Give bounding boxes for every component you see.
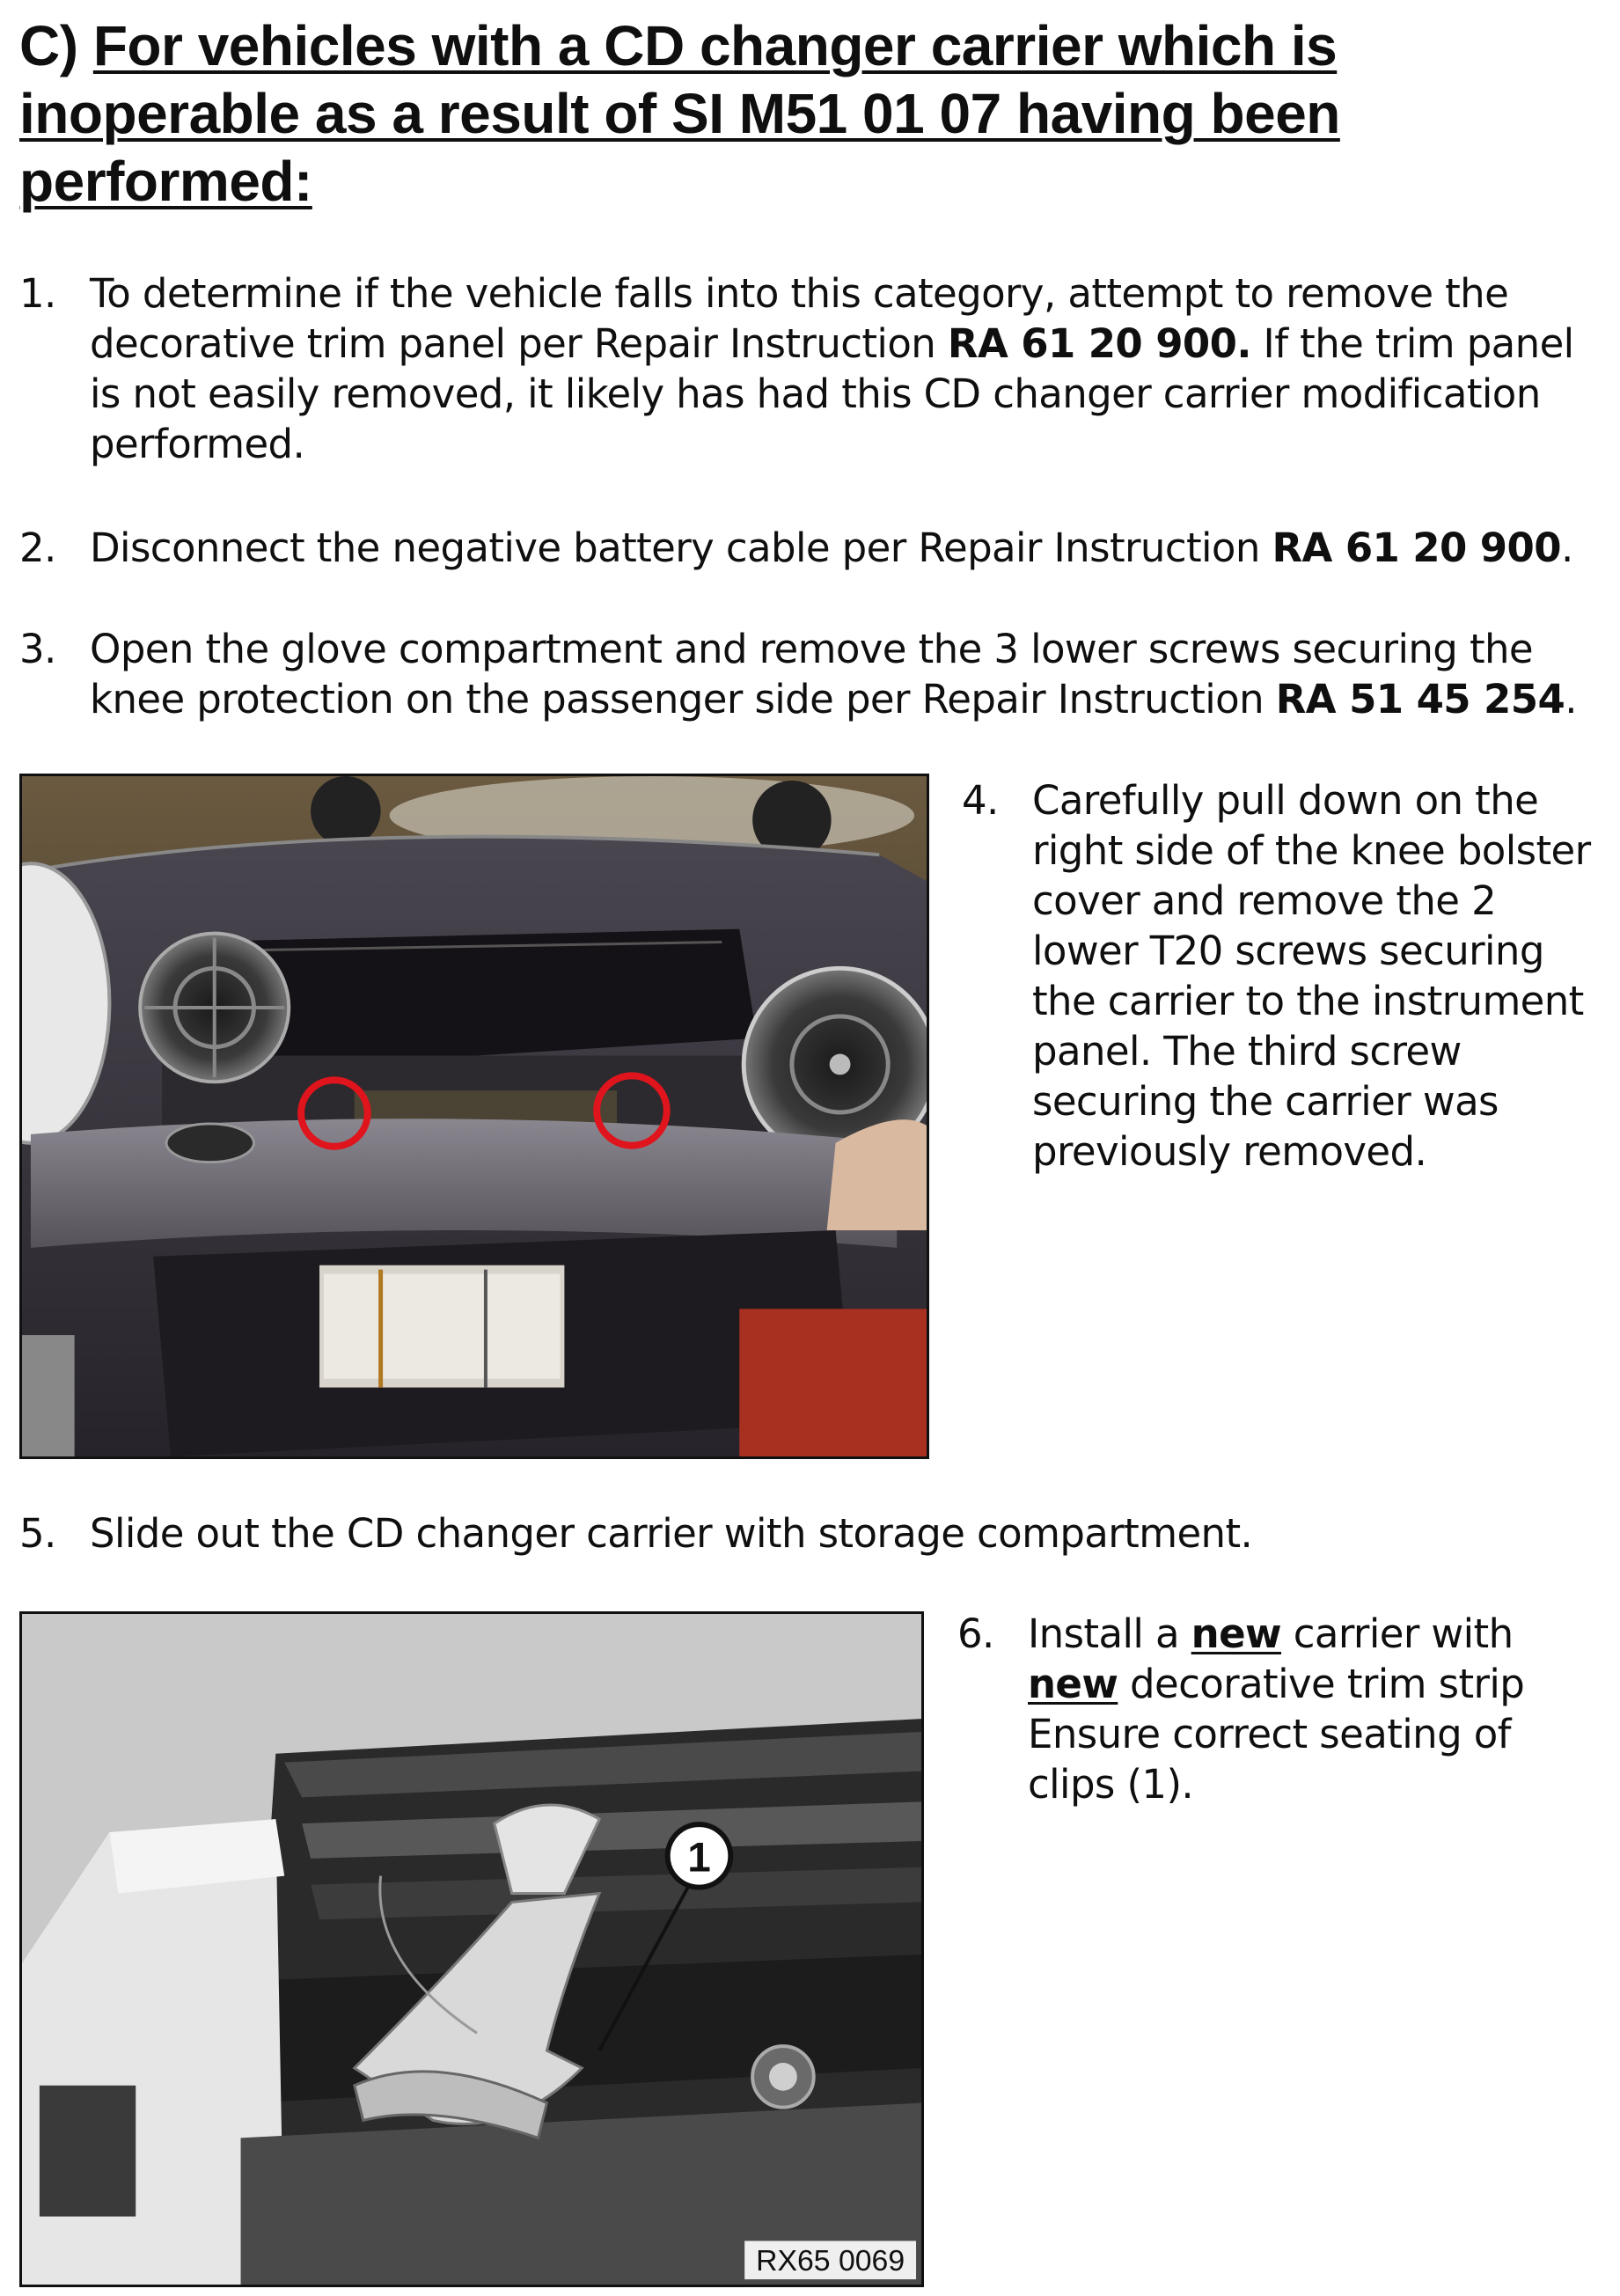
- step-6: [957, 1609, 1600, 1809]
- callout-number: 1: [687, 1834, 711, 1882]
- step-number: 6.: [957, 1610, 994, 1657]
- step-text: Disconnect the negative battery cable per Repair Instruction RA 61 20 900.: [90, 524, 1573, 571]
- heading-prefix: C): [19, 14, 93, 77]
- step-number: 3.: [19, 626, 56, 672]
- step-text: Carefully pull down on the right side of the knee bolster cover and remove the 2 lower T20 screws securing the carrier to the instrument panel. The third screw securing the carrier was previously removed.: [1032, 777, 1591, 1175]
- step-text: Slide out the CD changer carrier with storage compartment.: [90, 1510, 1253, 1557]
- section-heading: [19, 12, 1594, 216]
- step-number: 1.: [19, 270, 56, 317]
- carrier-photo: [19, 1611, 924, 2287]
- emphasis-new: new: [1028, 1661, 1118, 1707]
- step-4: [962, 775, 1604, 1177]
- step-text: Install a new carrier with new decorative trim strip Ensure correct seating of clips (1).: [1028, 1610, 1525, 1808]
- step-number: 5.: [19, 1510, 56, 1557]
- dashboard-photo: [19, 774, 929, 1459]
- image-code: RX65 0069: [756, 2244, 905, 2278]
- repair-ref: RA 61 20 900.: [947, 320, 1251, 367]
- step-text: To determine if the vehicle falls into this category, attempt to remove the decorative trim panel per Repair Instruction RA 61 20 900. If the trim panel is not easily removed, it likely has had this CD changer carrier modification performed.: [90, 270, 1574, 467]
- step-1: [19, 268, 1603, 469]
- repair-ref: RA 51 45 254: [1275, 676, 1565, 723]
- step-number: 4.: [962, 777, 999, 824]
- repair-ref: RA 61 20 900: [1272, 524, 1561, 571]
- step-5: [19, 1508, 1603, 1559]
- step-text: Open the glove compartment and remove the 3 lower screws securing the knee protection on the passenger side per Repair Instruction RA 51 45 254.: [90, 626, 1577, 723]
- step-2: [19, 523, 1603, 573]
- step-3: [19, 624, 1603, 724]
- step-number: 2.: [19, 524, 56, 571]
- heading-title: For vehicles with a CD changer carrier which is inoperable as a result of SI M51 01 07 having been performed:: [19, 14, 1340, 213]
- emphasis-new: new: [1191, 1610, 1281, 1657]
